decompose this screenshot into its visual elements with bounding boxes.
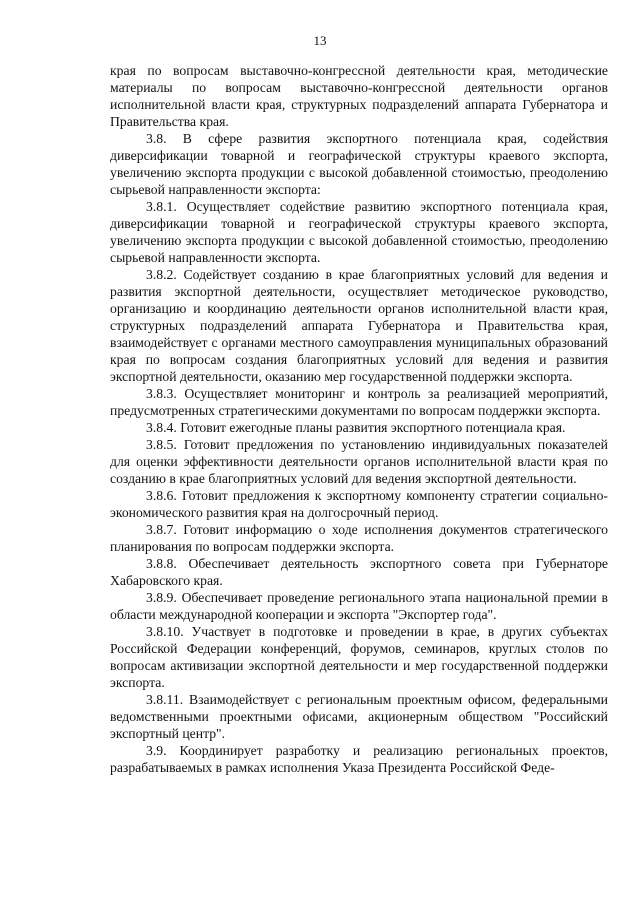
paragraph-3-8-4: 3.8.4. Готовит ежегодные планы развития экспортного потенциала края. <box>146 420 566 435</box>
paragraph-3-9: 3.9. Координирует разработку и реализацию региональных проектов, разрабатываемых в рамках исполнения Указа Президента Российской Феде- <box>110 743 608 775</box>
page-number: 13 <box>313 33 327 48</box>
paragraph-3-8: 3.8. В сфере развития экспортного потенциала края, содействия диверсификации товарной и географической структуры краевого экспорта, увеличению экспорта продукции с высокой добавленной стоимостью, преодолению сырьевой направленности экспорта: <box>110 131 608 197</box>
paragraph-3-8-6: 3.8.6. Готовит предложения к экспортному компоненту стратегии социально-экономического развития края на долгосрочный период. <box>110 488 608 520</box>
paragraph-3-8-5: 3.8.5. Готовит предложения по установлению индивидуальных показателей для оценки эффективности деятельности органов исполнительной власти края по созданию в крае благоприятных условий для ведения экспортной деятельности. <box>110 437 608 486</box>
paragraph-3-8-10: 3.8.10. Участвует в подготовке и проведении в крае, в других субъектах Российской Федерации конференций, форумов, семинаров, круглых столов по вопросам активизации экспортной деятельности и мер государственной поддержки экспорта. <box>110 624 608 690</box>
paragraph-3-8-11: 3.8.11. Взаимодействует с региональным проектным офисом, федеральными ведомственными проектными офисами, акционерным обществом "Российский экспортный центр". <box>110 692 608 741</box>
paragraph-continuation: края по вопросам выставочно-конгрессной деятельности края, методические материалы по вопросам выставочно-конгрессной деятельности органов исполнительной власти края, структурных подразделений аппарата Губернатора и Правительства края. <box>110 63 608 129</box>
paragraph-3-8-3: 3.8.3. Осуществляет мониторинг и контроль за реализацией мероприятий, предусмотренных стратегическими документами по вопросам поддержки экспорта. <box>110 386 608 418</box>
paragraph-3-8-2: 3.8.2. Содействует созданию в крае благоприятных условий для ведения и развития экспортной деятельности, осуществляет методическое руководство, организацию и координацию деятельности органов исполнительной власти края, структурных подразделений аппарата Губернатора и Правительства края, взаимодействует с органами местного самоуправления муниципальных образований края по вопросам создания благоприятных условий для ведения и развития экспортной деятельности, оказанию мер государственной поддержки экспорта. <box>110 267 608 384</box>
paragraph-3-8-8: 3.8.8. Обеспечивает деятельность экспортного совета при Губернаторе Хабаровского края. <box>110 556 608 588</box>
document-body <box>110 62 608 776</box>
paragraph-3-8-7: 3.8.7. Готовит информацию о ходе исполнения документов стратегического планирования по вопросам поддержки экспорта. <box>110 522 608 554</box>
paragraph-3-8-1: 3.8.1. Осуществляет содействие развитию экспортного потенциала края, диверсификации товарной и географической структуры краевого экспорта, увеличению экспорта продукции с высокой добавленной стоимостью, преодолению сырьевой направленности экспорта. <box>110 199 608 265</box>
paragraph-3-8-9: 3.8.9. Обеспечивает проведение регионального этапа национальной премии в области международной кооперации и экспорта "Экспортер года". <box>110 590 608 622</box>
